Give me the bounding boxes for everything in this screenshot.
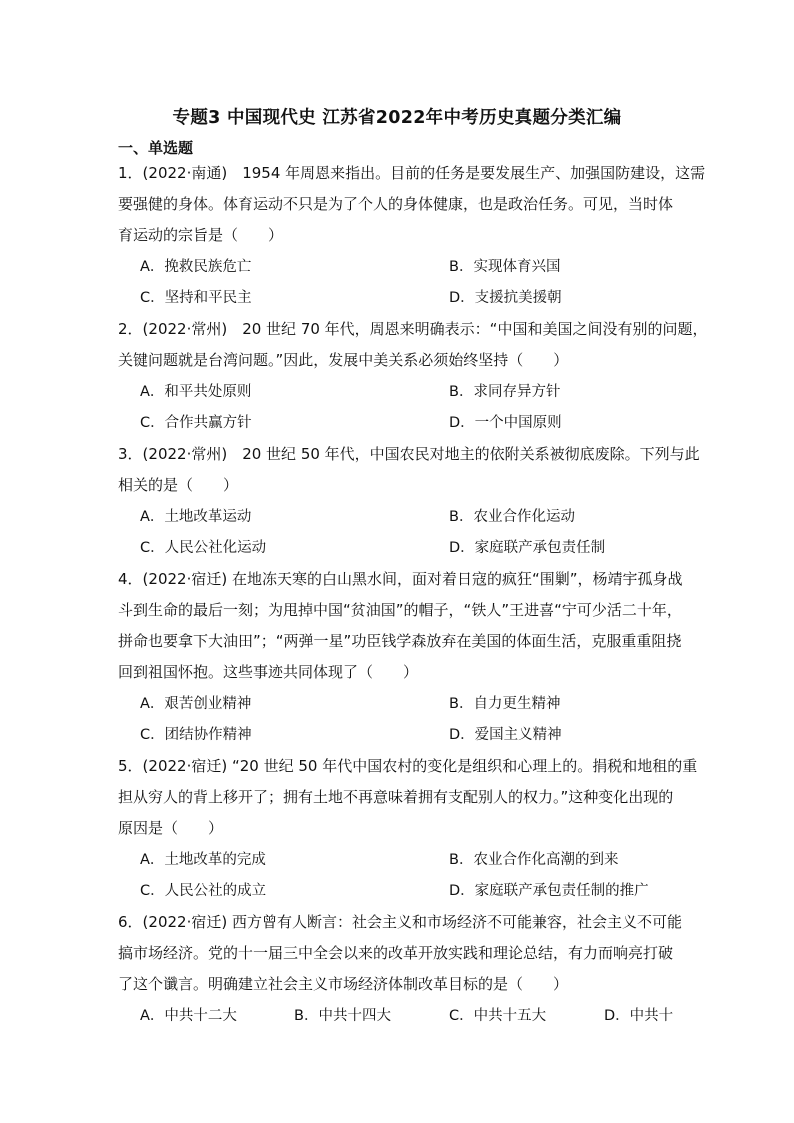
question-line: 要强健的身体。体育运动不只是为了个人的身体健康，也是政治任务。可见，当时体: [118, 195, 674, 213]
question-line: 育运动的宗旨是（ ）: [118, 226, 284, 244]
question-line: 担从穷人的背上移开了；拥有土地不再意味着拥有支配别人的权力。”这种变化出现的: [118, 788, 674, 806]
question-line: 1．(2022·南通) 1954 年周恩来指出。目前的任务是要发展生产、加强国防建设，这需: [118, 164, 706, 182]
question-line: 拼命也要拿下大油田”；“两弹一星”功臣钱学森放弃在美国的体面生活，克服重重阻挠: [118, 632, 682, 650]
option-b[interactable]: B．实现体育兴国: [449, 259, 561, 275]
question-5: [118, 751, 698, 844]
option-c[interactable]: C．人民公社化运动: [140, 540, 267, 556]
option-d[interactable]: D．一个中国原则: [449, 415, 562, 431]
option-c[interactable]: C．合作共赢方针: [140, 415, 252, 431]
question-line: 了这个谶言。明确建立社会主义市场经济体制改革目标的是（ ）: [118, 975, 569, 993]
option-c[interactable]: C．中共十五大: [449, 1008, 547, 1024]
question-1: [118, 158, 706, 251]
option-a[interactable]: A．土地改革的完成: [140, 852, 266, 868]
option-a[interactable]: A．土地改革运动: [140, 509, 252, 525]
question-4: [118, 564, 683, 688]
section-heading: 一、单选题: [118, 139, 194, 157]
question-2: [118, 314, 708, 376]
option-b[interactable]: B．农业合作化高潮的到来: [449, 852, 619, 868]
question-3: [118, 439, 700, 501]
option-b[interactable]: B．中共十四大: [294, 1008, 391, 1024]
option-d[interactable]: D．支援抗美援朝: [449, 290, 562, 306]
question-line: 2．(2022·常州) 20 世纪 70 年代，周恩来明确表示：“中国和美国之间没有别的问题，: [118, 320, 708, 338]
option-d[interactable]: D．家庭联产承包责任制: [449, 540, 606, 556]
option-c[interactable]: C．坚持和平民主: [140, 290, 252, 306]
option-d[interactable]: D．家庭联产承包责任制的推广: [449, 883, 649, 899]
question-line: 关键问题就是台湾问题。”因此，发展中美关系必须始终坚持（ ）: [118, 351, 569, 369]
question-line: 原因是（ ）: [118, 819, 224, 837]
option-b[interactable]: B．农业合作化运动: [449, 509, 575, 525]
option-c[interactable]: C．人民公社的成立: [140, 883, 267, 899]
question-line: 6．(2022·宿迁) 西方曾有人断言：社会主义和市场经济不可能兼容，社会主义不可能: [118, 913, 682, 931]
question-line: 斗到生命的最后一刻；为甩掉中国“贫油国”的帽子，“铁人”王进喜“宁可少活二十年，: [118, 601, 682, 619]
option-c[interactable]: C．团结协作精神: [140, 727, 252, 743]
option-a[interactable]: A．艰苦创业精神: [140, 696, 252, 712]
option-a[interactable]: A．挽救民族危亡: [140, 259, 252, 275]
question-line: 3．(2022·常州) 20 世纪 50 年代，中国农民对地主的依附关系被彻底废除。下列与此: [118, 445, 700, 463]
question-line: 5．(2022·宿迁) “20 世纪 50 年代中国农村的变化是组织和心理上的。捐税和地租的重: [118, 757, 698, 775]
question-line: 搞市场经济。党的十一届三中全会以来的改革开放实践和理论总结，有力而响亮打破: [118, 944, 674, 962]
question-6: [118, 907, 682, 1000]
question-line: 相关的是（ ）: [118, 476, 239, 494]
option-b[interactable]: B．自力更生精神: [449, 696, 561, 712]
option-d[interactable]: D．中共十: [604, 1008, 674, 1024]
option-b[interactable]: B．求同存异方针: [449, 384, 561, 400]
option-a[interactable]: A．和平共处原则: [140, 384, 252, 400]
option-d[interactable]: D．爱国主义精神: [449, 727, 562, 743]
question-line: 4．(2022·宿迁) 在地冻天寒的白山黑水间，面对着日寇的疯狂“围剿”，杨靖宇孤身战: [118, 570, 683, 588]
option-a[interactable]: A．中共十二大: [140, 1008, 237, 1024]
question-line: 回到祖国怀抱。这些事迹共同体现了（ ）: [118, 663, 419, 681]
page-title: 专题3 中国现代史 江苏省2022年中考历史真题分类汇编: [172, 108, 622, 128]
